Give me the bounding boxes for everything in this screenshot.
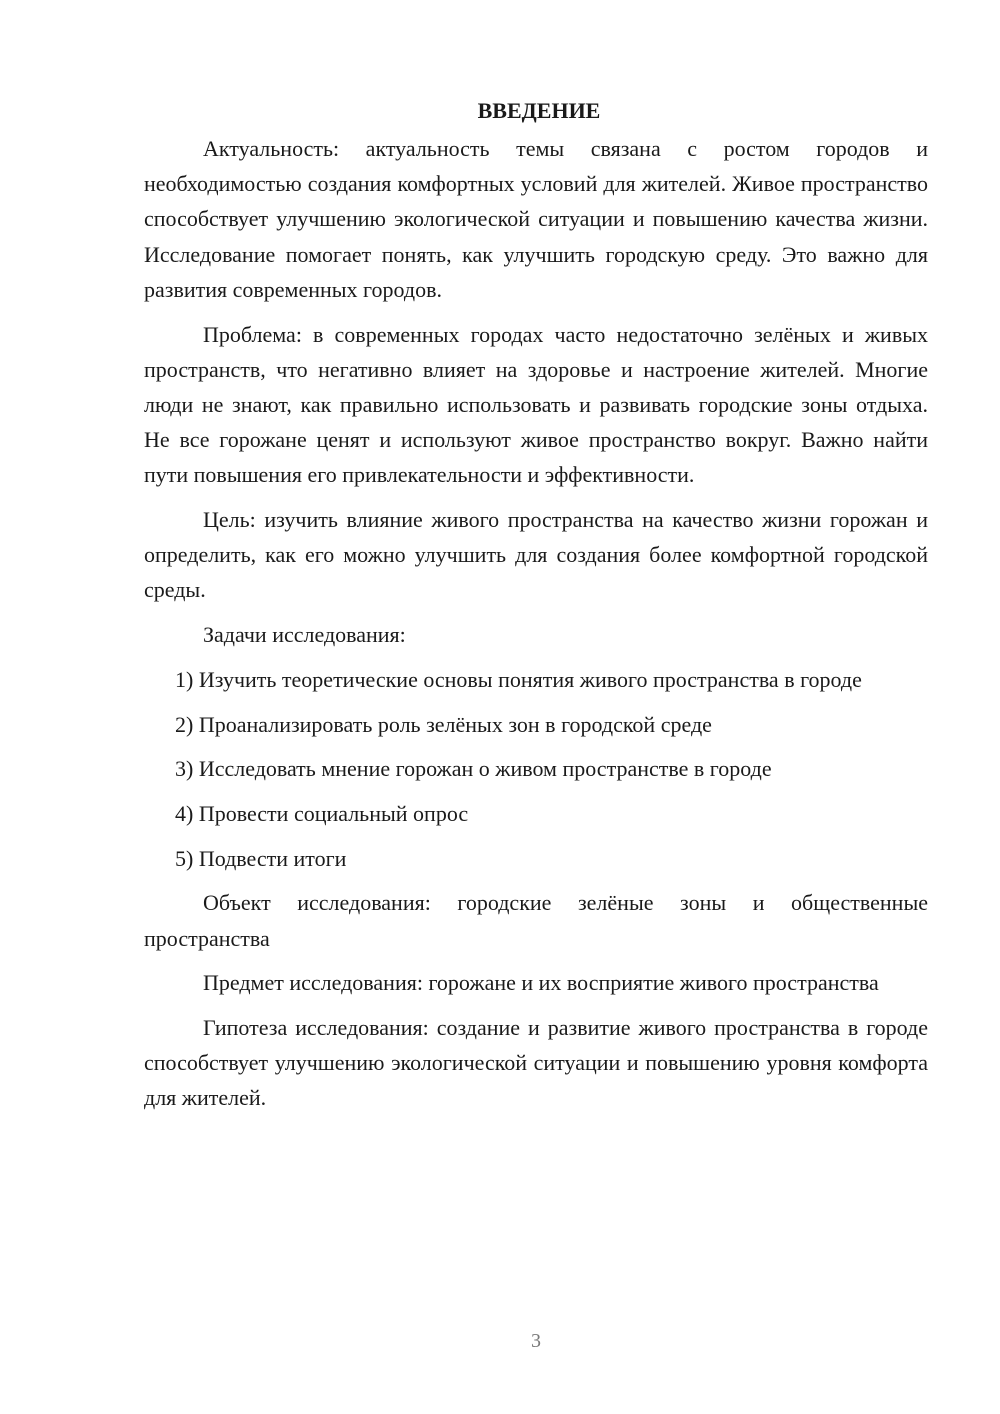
paragraph-subject: Предмет исследования: горожане и их восприятие живого пространства xyxy=(203,970,879,996)
page-number: 3 xyxy=(531,1330,541,1352)
paragraph-problem: Проблема: в современных городах часто недостаточно зелёных и живых пространств, что негативно влияет на здоровье и настроение жителей. Многие люди не знают, как правильно использовать и развивать городские зоны отдыха. Не все горожане ценят и используют живое пространство вокруг. Важно найти пути повышения его привлекательности и эффективности. xyxy=(144,321,928,488)
section-title: ВВЕДЕНИЕ xyxy=(477,98,601,123)
paragraph-goal: Цель: изучить влияние живого пространства на качество жизни горожан и определить, как его можно улучшить для создания более комфортной городской среды. xyxy=(144,507,928,603)
tasks-heading: Задачи исследования: xyxy=(203,622,406,648)
task-item-2: 2) Проанализировать роль зелёных зон в городской среде xyxy=(175,711,712,737)
text-column xyxy=(144,92,928,1116)
task-item-3: 3) Исследовать мнение горожан о живом пространстве в городе xyxy=(175,756,772,782)
paragraph-object: Объект исследования: городские зелёные зоны и общественные пространства xyxy=(144,890,928,951)
task-item-4: 4) Провести социальный опрос xyxy=(175,800,469,826)
task-item-1: 1) Изучить теоретические основы понятия живого пространства в городе xyxy=(175,666,862,692)
paragraph-relevance: Актуальность: актуальность темы связана с ростом городов и необходимостью создания комфортных условий для жителей. Живое пространство способствует улучшению экологической ситуации и повышению качества жизни. Исследование помогает понять, как улучшить городскую среду. Это важно для развития современных городов. xyxy=(144,136,928,302)
task-item-5: 5) Подвести итоги xyxy=(175,845,347,871)
paragraph-hypothesis: Гипотеза исследования: создание и развитие живого пространства в городе способствует улучшению экологической ситуации и повышению уровня комфорта для жителей. xyxy=(144,1014,928,1111)
